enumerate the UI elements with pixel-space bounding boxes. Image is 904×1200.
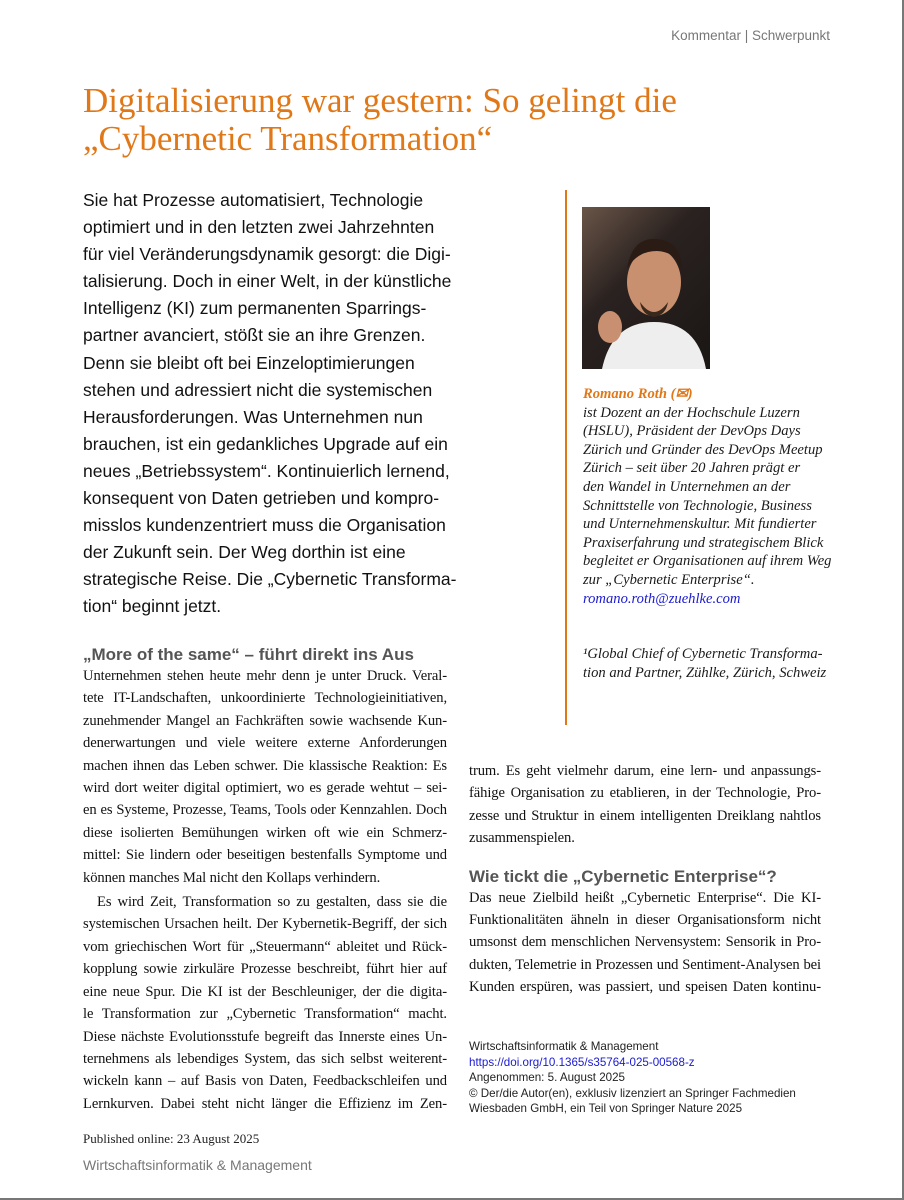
text-line: misslos kundenzentriert muss die Organisation	[83, 515, 446, 536]
author-name: Romano Roth	[583, 386, 667, 402]
article-info	[469, 1039, 796, 1117]
text-line: fähige Organisation zu etablieren, in der Technologie, Pro-	[469, 785, 821, 802]
text-line: den Wandel in Unternehmen an der	[583, 478, 791, 495]
text-line: Schnittstelle von Technologie, Business	[583, 497, 812, 514]
mail-icon[interactable]: (✉)	[670, 386, 693, 402]
text-line: Zürich – seit über 20 Jahren prägt er	[583, 460, 801, 477]
text-line: Herausforderungen. Was Unternehmen nun	[83, 406, 423, 427]
text-line: vom griechischen Wort für „Steuermann“ ableitet und Rück-	[83, 938, 447, 955]
author-email-link[interactable]: romano.roth@zuehlke.com	[583, 590, 741, 607]
text-line: Intelligenz (KI) zum permanenten Sparrings-	[83, 298, 427, 319]
text-line: Zürich und Gründer des DevOps Meetup	[583, 441, 823, 458]
left-column	[83, 644, 447, 1115]
text-line: systemischen Ursachen heilt. Der Kybernetik-Begriff, der sich	[83, 916, 447, 933]
section-label: Kommentar | Schwerpunkt	[671, 28, 830, 43]
text-line: Es wird Zeit, Transformation so zu gestalten, dass sie die	[97, 894, 447, 911]
author-bio	[583, 385, 883, 682]
lead-paragraph	[83, 187, 553, 621]
text-line: zunehmender Mangel an Fachkräften sowie wachsende Kun-	[83, 712, 447, 729]
text-line: können manches Mal nicht den Kollaps verhindern.	[83, 869, 381, 886]
author-photo	[582, 207, 710, 369]
text-line: denerwartungen und viele weitere externe Anforderungen	[83, 735, 447, 752]
title-line: „Cybernetic Transformation“	[83, 119, 493, 158]
text-line: Sie hat Prozesse automatisiert, Technologie	[83, 190, 424, 210]
text-line: Funktionalitäten ähneln in dieser Organisationsform nicht	[469, 912, 821, 929]
text-line: mittel: Sie lindern oder beseitigen bestenfalls Symptome und	[83, 847, 447, 864]
title-line: Digitalisierung war gestern: So gelingt die	[83, 81, 677, 120]
text-line: Denn sie bleibt oft bei Einzeloptimierungen	[83, 352, 415, 373]
text-line: (HSLU), Präsident der DevOps Days	[583, 423, 801, 440]
info-copyright: © Der/die Autor(en), exklusiv lizenziert an Springer Fachmedien	[469, 1086, 796, 1100]
doi-link[interactable]: https://doi.org/10.1365/s35764-025-00568-z	[469, 1055, 695, 1069]
text-line: eine neue Spur. Die KI ist der Beschleuniger, der die digita-	[83, 983, 447, 1000]
text-line: konsequent von Daten getrieben und kompro-	[83, 488, 440, 509]
author-box-rule	[565, 190, 567, 725]
text-line: en es Systeme, Prozesse, Teams, Tools oder Kennzahlen. Doch	[83, 802, 447, 819]
mail-glyph[interactable]: ✉	[675, 386, 688, 402]
text-line: trum. Es geht vielmehr darum, eine lern- und anpassungs-	[469, 763, 821, 779]
section-heading: „More of the same“ – führt direkt ins Aus	[83, 645, 414, 664]
author-footnote	[583, 645, 883, 682]
text-line: diese isolierten Bemühungen wirken oft wie ein Schmerz-	[83, 824, 447, 841]
paragraph	[83, 665, 447, 889]
text-line: strategische Reise. Die „Cybernetic Transforma-	[83, 569, 457, 590]
text-line: Das neue Zielbild heißt „Cybernetic Enterprise“. Die KI-	[469, 889, 821, 906]
text-line: Unternehmen stehen heute mehr denn je unter Druck. Veral-	[83, 668, 447, 684]
text-line: und Unternehmenskultur. Mit fundierter	[583, 516, 817, 533]
text-line: Lernkurven. Dabei steht nicht länger die Effizienz im Zen-	[83, 1095, 447, 1112]
text-line: wird dort weiter digital optimiert, wo es gerade wehtut – sei-	[83, 780, 447, 797]
section-heading: Wie tickt die „Cybernetic Enterprise“?	[469, 866, 777, 886]
text-line: le Transformation zur „Cybernetic Transformation“ macht.	[83, 1006, 447, 1023]
right-column	[469, 760, 821, 999]
text-line: ternehmens als lebendiges System, das sich selbst weiterent-	[83, 1050, 447, 1067]
text-line: Diese nächste Evolutionsstufe begreift das Innerste eines Un-	[83, 1028, 447, 1045]
text-line: Kunden erspüren, was passiert, und speisen Daten kontinu-	[469, 979, 821, 996]
paragraph	[469, 887, 821, 999]
text-line: für viel Veränderungsdynamik gesorgt: die Digi-	[83, 244, 451, 265]
article-title	[83, 82, 677, 158]
text-line: talisierung. Doch in einer Welt, in der künstliche	[83, 271, 452, 292]
text-line: neues „Betriebssystem“. Kontinuierlich lernend,	[83, 460, 450, 481]
text-line: ist Dozent an der Hochschule Luzern	[583, 404, 800, 421]
text-line: zusammenspielen.	[469, 830, 575, 847]
info-accepted: Angenommen: 5. August 2025	[469, 1071, 625, 1084]
text-line: wickeln kann – auf Basis von Daten, Feedbackschleifen und	[83, 1073, 447, 1090]
text-line: der Zukunft sein. Der Weg dorthin ist eine	[83, 542, 406, 563]
text-line: Praxiserfahrung und strategischem Blick	[583, 534, 824, 551]
text-line: tete IT-Landschaften, unkoordinierte Technologieinitiativen,	[83, 690, 447, 707]
text-line: tion and Partner, Zühlke, Zürich, Schweiz	[583, 664, 827, 681]
text-line: umsonst dem menschlichen Nervensystem: Sensorik in Pro-	[469, 934, 821, 951]
footer-journal: Wirtschaftsinformatik & Management	[83, 1157, 312, 1173]
text-line: tion“ beginnt jetzt.	[83, 596, 222, 617]
paragraph	[83, 891, 447, 1115]
text-line: optimiert und in den letzten zwei Jahrzehnten	[83, 217, 435, 238]
text-line: zur „Cybernetic Enterprise“.	[583, 571, 755, 588]
text-line: stehen und adressiert nicht die systemischen	[83, 379, 433, 400]
text-line: brauchen, ist ein gedankliches Upgrade auf ein	[83, 433, 448, 454]
text-line: machen ihnen das Leben schwer. Die klassische Reaktion: Es	[83, 757, 447, 774]
info-journal: Wirtschaftsinformatik & Management	[469, 1040, 659, 1053]
paragraph	[469, 760, 821, 850]
info-copyright: Wiesbaden GmbH, ein Teil von Springer Nature 2025	[469, 1102, 743, 1115]
text-line: begleitet er Organisationen auf ihrem Weg	[583, 553, 832, 570]
text-line: kopplung sowie zirkuläre Prozesse beschreibt, führt hier auf	[83, 961, 447, 978]
text-line: dukten, Telemetrie in Prozessen und Sentiment-Analysen bei	[469, 956, 821, 973]
published-date: Published online: 23 August 2025	[83, 1131, 260, 1146]
text-line: partner avanciert, stößt sie an ihre Grenzen.	[83, 325, 426, 346]
text-line: ¹Global Chief of Cybernetic Transforma-	[583, 646, 823, 663]
text-line: zesse und Struktur in einem intelligenten Dreiklang nahtlos	[469, 807, 821, 824]
bio-text	[583, 404, 883, 590]
